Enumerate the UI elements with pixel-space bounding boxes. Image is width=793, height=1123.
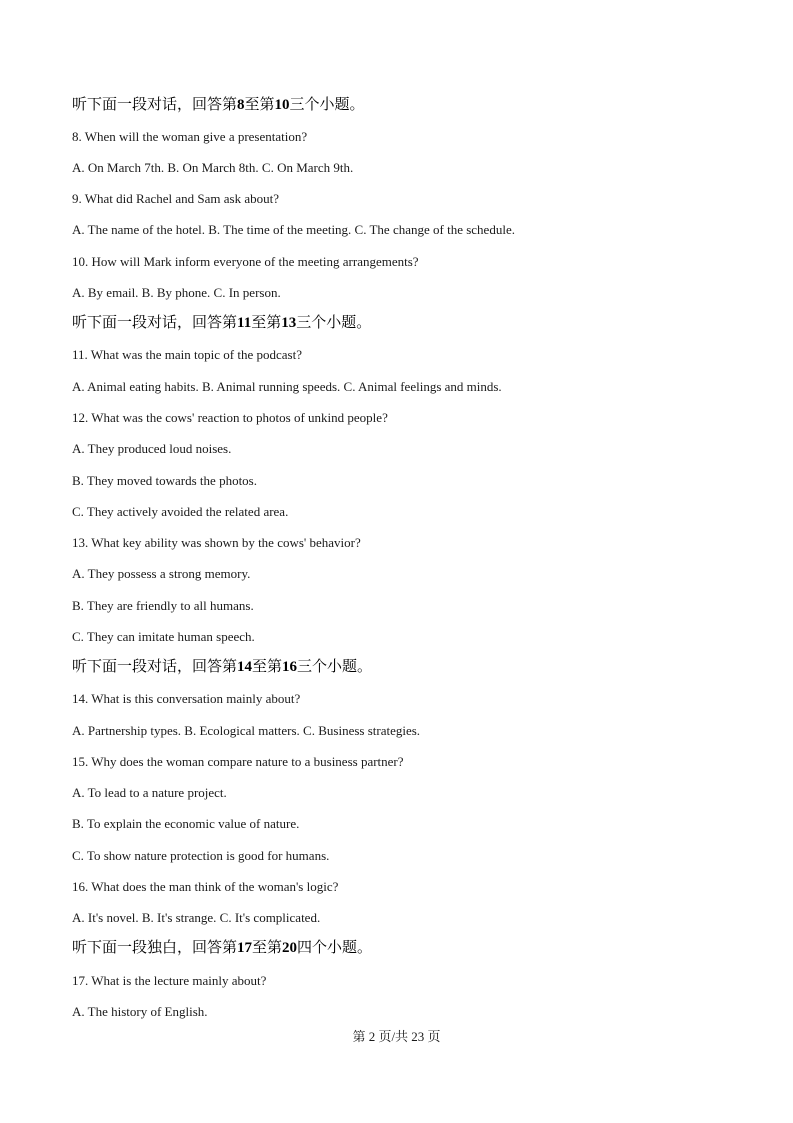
question-line: 16. What does the man think of the woman's logic? (72, 879, 339, 894)
option-line: C. They can imitate human speech. (72, 629, 255, 644)
option-line: A. To lead to a nature project. (72, 785, 227, 800)
option-line: B. To explain the economic value of nature. (72, 816, 300, 831)
question-line: 10. How will Mark inform everyone of the meeting arrangements? (72, 254, 419, 269)
question-line: 12. What was the cows' reaction to photos of unkind people? (72, 410, 388, 425)
option-line: A. They possess a strong memory. (72, 566, 251, 581)
question-line: 17. What is the lecture mainly about? (72, 973, 267, 988)
option-line: C. To show nature protection is good for humans. (72, 848, 330, 863)
option-line: A. They produced loud noises. (72, 441, 232, 456)
options-line: A. It's novel. B. It's strange. C. It's complicated. (72, 910, 321, 925)
option-line: B. They moved towards the photos. (72, 473, 257, 488)
options-line: A. Partnership types. B. Ecological matters. C. Business strategies. (72, 723, 421, 738)
question-line: 15. Why does the woman compare nature to a business partner? (72, 754, 404, 769)
question-line: 13. What key ability was shown by the cows' behavior? (72, 535, 361, 550)
option-line: B. They are friendly to all humans. (72, 598, 254, 613)
section-header: 听下面一段独白，回答第17至第20四个小题。 (72, 940, 373, 956)
section-header: 听下面一段对话，回答第8至第10三个小题。 (72, 97, 365, 113)
options-line: A. The name of the hotel. B. The time of the meeting. C. The change of the schedule. (72, 222, 515, 237)
page-footer: 第 2 页/共 23 页 (352, 1029, 441, 1044)
option-line: C. They actively avoided the related area. (72, 504, 289, 519)
question-line: 8. When will the woman give a presentation? (72, 129, 308, 144)
question-line: 9. What did Rachel and Sam ask about? (72, 191, 279, 206)
options-line: A. By email. B. By phone. C. In person. (72, 285, 281, 300)
question-line: 14. What is this conversation mainly about? (72, 691, 301, 706)
options-line: A. Animal eating habits. B. Animal running speeds. C. Animal feelings and minds. (72, 379, 502, 394)
options-line: A. On March 7th. B. On March 8th. C. On March 9th. (72, 160, 354, 175)
section-header: 听下面一段对话，回答第14至第16三个小题。 (72, 659, 373, 675)
question-line: 11. What was the main topic of the podcast? (72, 347, 302, 362)
option-line: A. The history of English. (72, 1004, 208, 1019)
section-header: 听下面一段对话，回答第11至第13三个小题。 (72, 315, 372, 331)
